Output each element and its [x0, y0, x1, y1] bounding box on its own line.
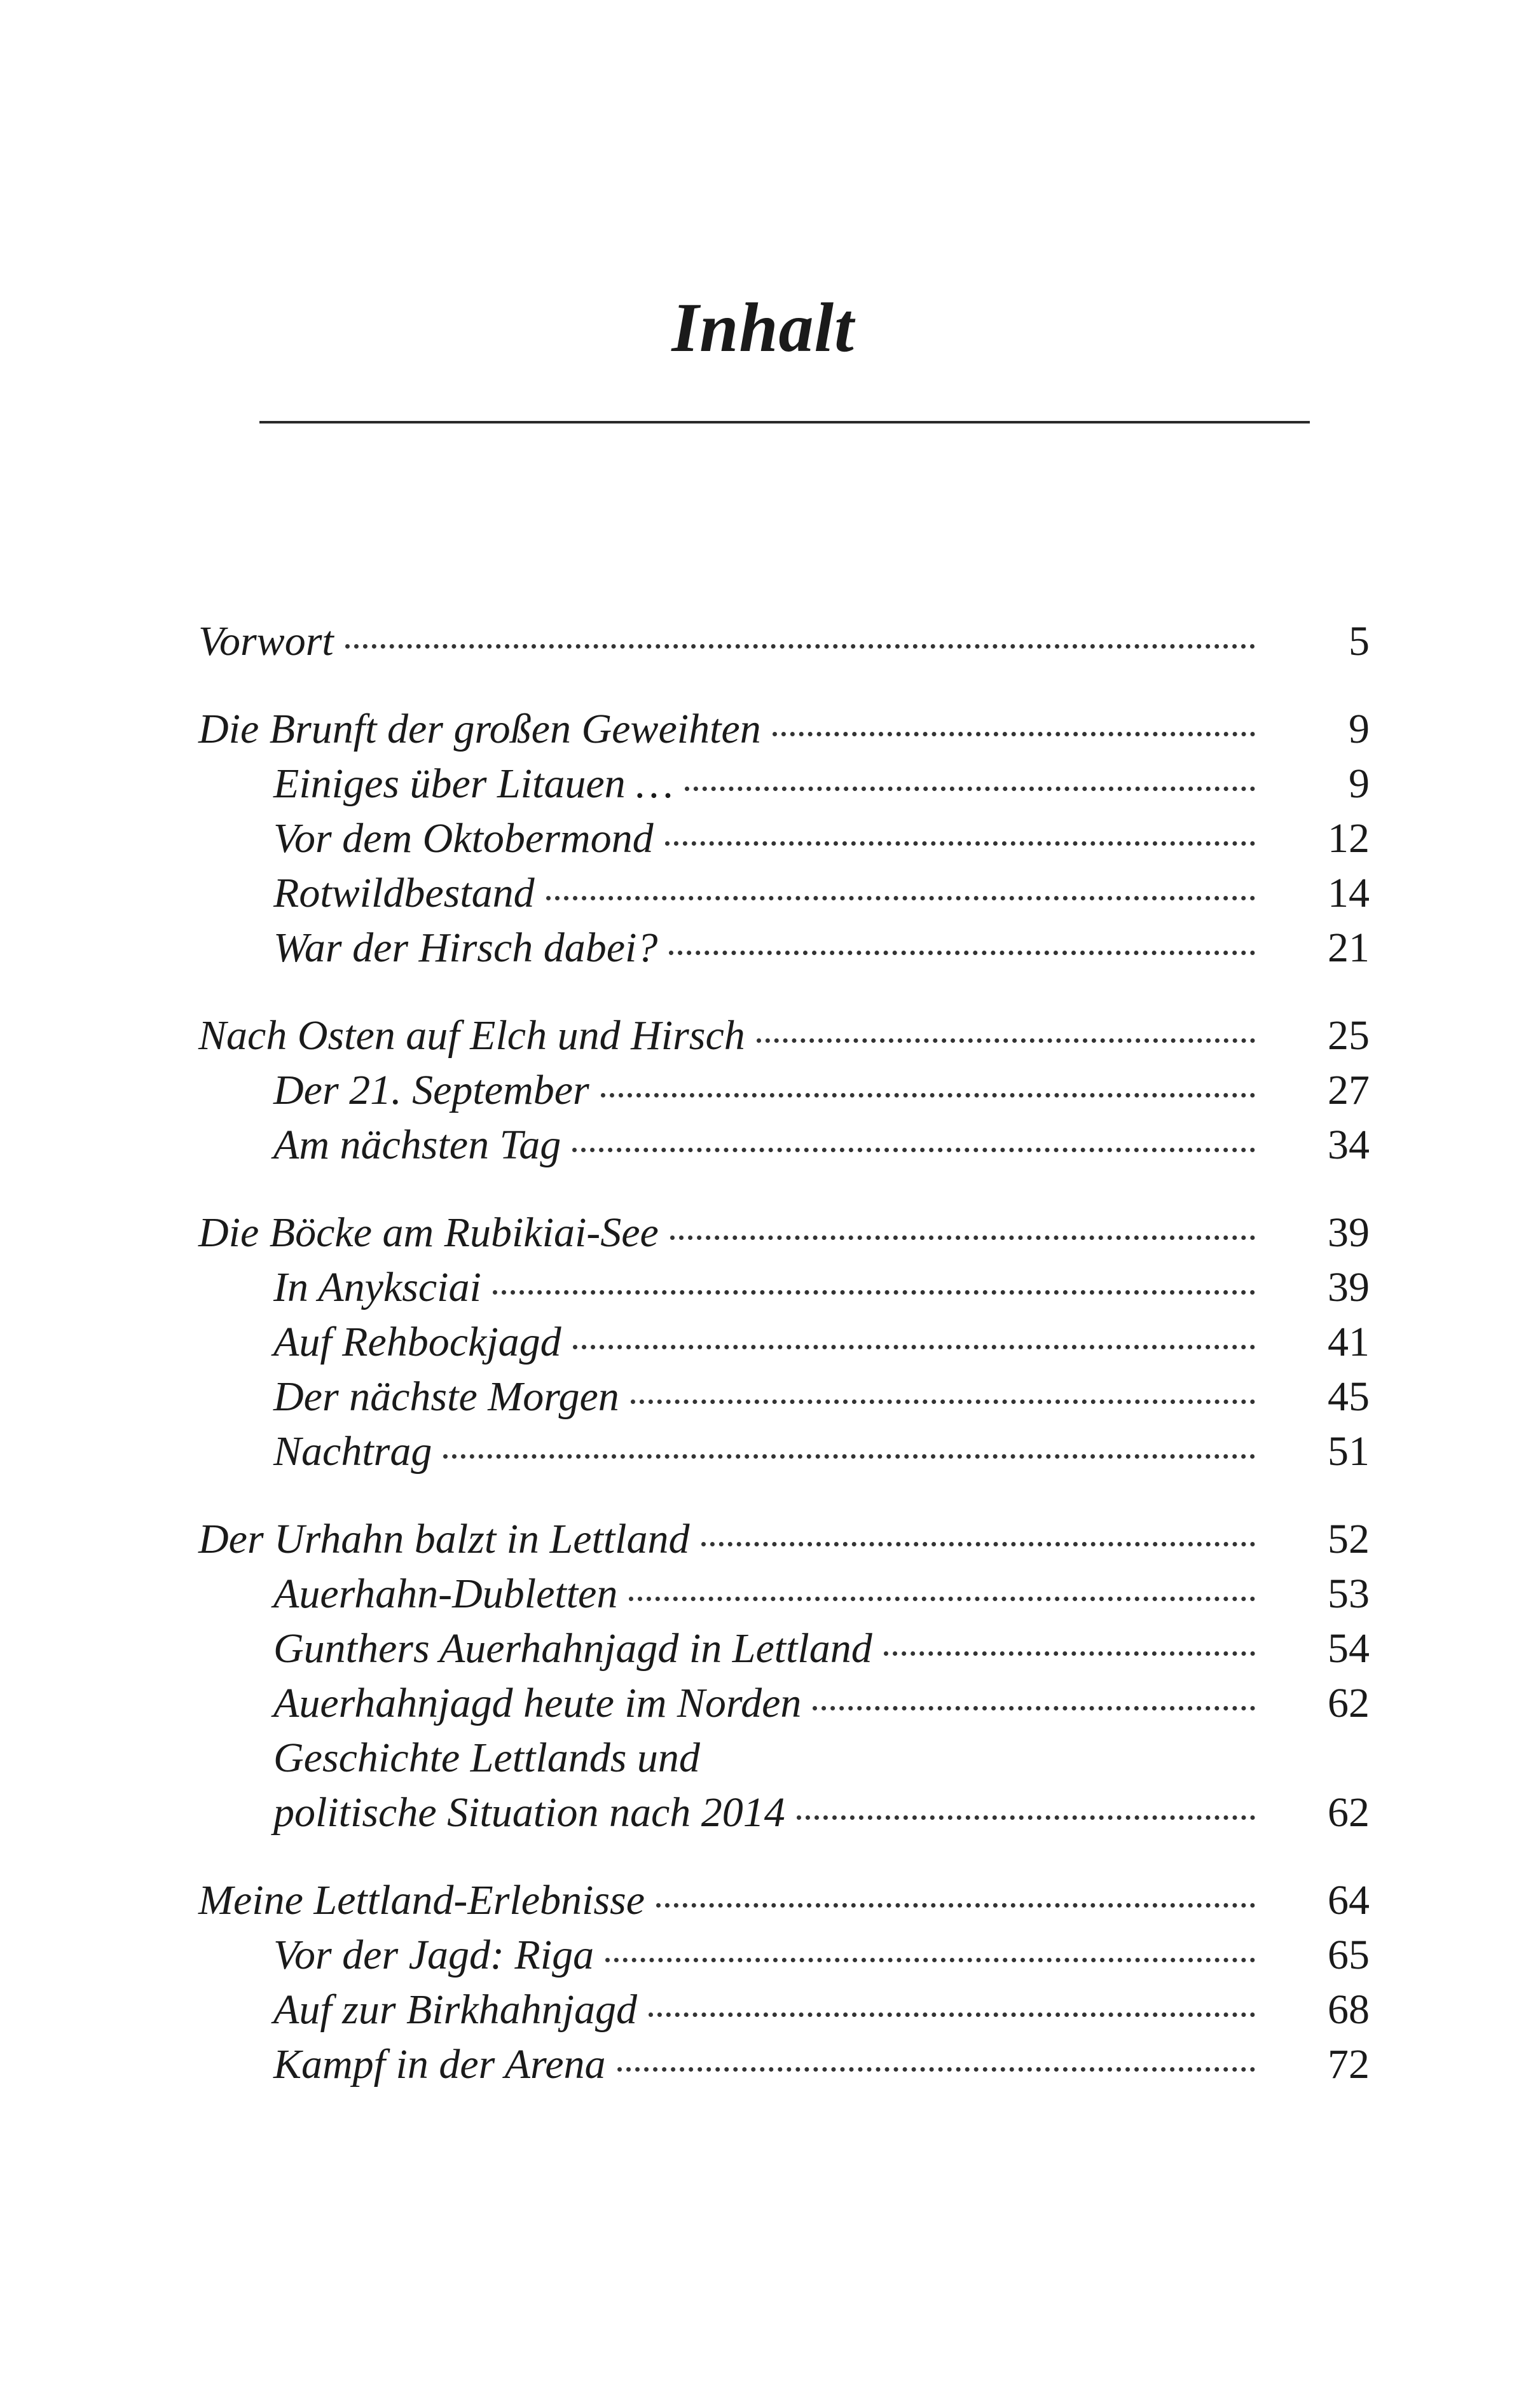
dot-leader [773, 732, 1255, 736]
toc-subentry [198, 757, 1370, 811]
toc-entry-title: Auf zur Birkhahnjagd [273, 1986, 637, 2033]
toc-entry-title: Nachtrag [273, 1428, 432, 1475]
toc-entry-title: Vor der Jagd: Riga [273, 1932, 595, 1978]
toc-entry-title: Am nächsten Tag [273, 1122, 561, 1168]
toc-chapter [198, 614, 1370, 669]
dot-leader [631, 1400, 1255, 1404]
toc-subentry [198, 866, 1370, 921]
dot-leader [345, 644, 1255, 649]
dot-leader [617, 2067, 1256, 2072]
dot-leader [813, 1706, 1255, 1710]
page-number: 65 [1328, 1932, 1370, 1978]
toc-entry-title: Die Böcke am Rubikiai-See [198, 1209, 659, 1256]
toc-subentry [198, 1063, 1370, 1118]
toc-entry-title: Kampf in der Arena [273, 2041, 606, 2088]
page-number: 64 [1328, 1877, 1370, 1923]
page-number: 68 [1328, 1986, 1370, 2033]
page-title: Inhalt [671, 289, 855, 366]
page-number: 41 [1328, 1319, 1370, 1365]
toc-entry-title: In Anyksciai [273, 1264, 481, 1311]
toc-subentry [198, 921, 1370, 975]
toc-subentry [198, 1785, 1370, 1840]
toc-section [198, 1008, 1370, 1173]
title-divider [259, 421, 1310, 423]
dot-leader [605, 1958, 1255, 1962]
dot-leader [546, 896, 1255, 900]
dot-leader [443, 1454, 1255, 1459]
toc-subentry [198, 1260, 1370, 1315]
dot-leader [601, 1093, 1255, 1097]
page-number: 21 [1328, 925, 1370, 971]
toc-chapter [198, 702, 1370, 757]
table-of-contents [198, 614, 1370, 2125]
toc-entry-title: Die Brunft der großen Geweihten [198, 706, 761, 752]
toc-entry-title: Der Urhahn balzt in Lettland [198, 1516, 690, 1562]
page-number: 62 [1328, 1680, 1370, 1726]
page-number: 27 [1328, 1067, 1370, 1113]
toc-section [198, 614, 1370, 669]
page-number: 53 [1328, 1571, 1370, 1617]
dot-leader [884, 1651, 1255, 1656]
dot-leader [493, 1290, 1255, 1295]
toc-entry-title: Auerhahn-Dubletten [273, 1571, 618, 1617]
toc-entry-title: Der nächste Morgen [273, 1373, 619, 1420]
toc-entry-title: Gunthers Auerhahnjagd in Lettland [273, 1625, 872, 1672]
toc-subentry [198, 1118, 1370, 1173]
toc-subentry [198, 1315, 1370, 1370]
toc-section [198, 1206, 1370, 1479]
dot-leader [670, 1235, 1255, 1240]
dot-leader [649, 2012, 1255, 2017]
toc-subentry [198, 1370, 1370, 1424]
dot-leader [573, 1345, 1255, 1349]
toc-subentry [198, 1567, 1370, 1621]
page-number: 14 [1328, 870, 1370, 916]
toc-entry-title: Vor dem Oktobermond [273, 815, 654, 862]
toc-chapter [198, 1206, 1370, 1260]
page-number: 39 [1328, 1264, 1370, 1311]
page-number: 5 [1349, 618, 1370, 664]
toc-entry-title: Auf Rehbockjagd [273, 1319, 561, 1365]
toc-subentry [198, 1621, 1370, 1676]
toc-entry-title: politische Situation nach 2014 [273, 1789, 785, 1836]
dot-leader [669, 951, 1255, 955]
toc-entry-title: War der Hirsch dabei? [273, 925, 658, 971]
toc-entry-title: Geschichte Lettlands und [273, 1735, 700, 1781]
toc-subentry [198, 2037, 1370, 2092]
dot-leader [797, 1815, 1255, 1820]
toc-chapter [198, 1008, 1370, 1063]
toc-section [198, 702, 1370, 975]
page-number: 39 [1328, 1209, 1370, 1256]
toc-subentry [198, 1928, 1370, 1983]
toc-entry-title: Rotwildbestand [273, 870, 535, 916]
toc-entry-title: Nach Osten auf Elch und Hirsch [198, 1012, 745, 1059]
dot-leader [572, 1148, 1255, 1152]
toc-chapter [198, 1512, 1370, 1567]
dot-leader [629, 1597, 1255, 1601]
dot-leader [685, 787, 1255, 791]
toc-subentry [198, 1731, 1370, 1785]
toc-chapter [198, 1873, 1370, 1928]
toc-entry-title: Vorwort [198, 618, 334, 664]
toc-subentry [198, 1676, 1370, 1731]
toc-entry-title: Einiges über Litauen … [273, 760, 673, 807]
page-number: 25 [1328, 1012, 1370, 1059]
toc-subentry [198, 1424, 1370, 1479]
page-number: 45 [1328, 1373, 1370, 1420]
toc-entry-title: Auerhahnjagd heute im Norden [273, 1680, 802, 1726]
page-number: 54 [1328, 1625, 1370, 1672]
page-number: 9 [1349, 760, 1370, 807]
page-number: 62 [1328, 1789, 1370, 1836]
dot-leader [701, 1542, 1255, 1546]
toc-entry-title: Der 21. September [273, 1067, 589, 1113]
toc-section [198, 1873, 1370, 2092]
page-number: 34 [1328, 1122, 1370, 1168]
dot-leader [665, 841, 1255, 846]
toc-subentry [198, 1983, 1370, 2037]
dot-leader [757, 1038, 1255, 1043]
page-number: 72 [1328, 2041, 1370, 2088]
page-number: 52 [1328, 1516, 1370, 1562]
toc-entry-title: Meine Lettland-Erlebnisse [198, 1877, 645, 1923]
toc-subentry [198, 811, 1370, 866]
page-number: 9 [1349, 706, 1370, 752]
toc-section [198, 1512, 1370, 1840]
page-number: 51 [1328, 1428, 1370, 1475]
dot-leader [656, 1903, 1255, 1908]
page-number: 12 [1328, 815, 1370, 862]
